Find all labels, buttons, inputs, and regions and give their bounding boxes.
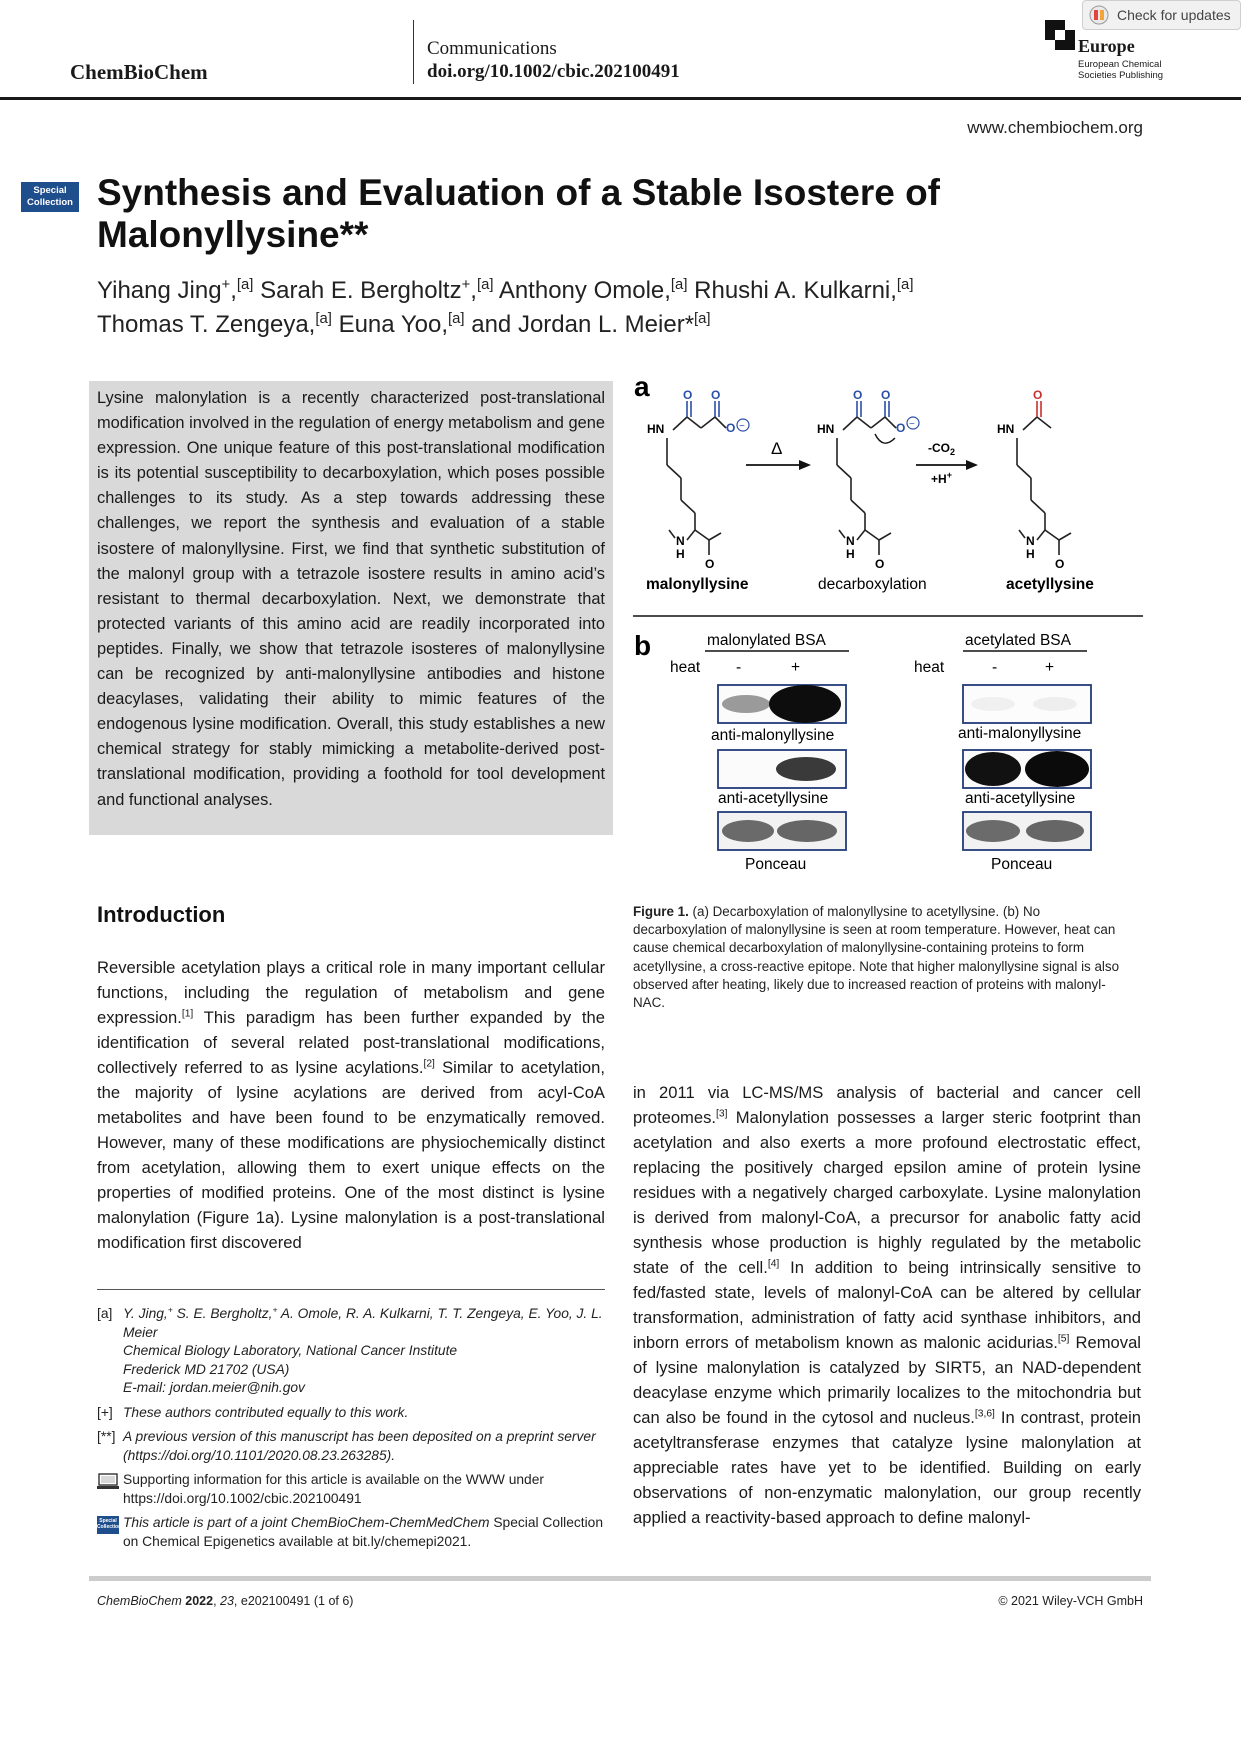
atom-label: O (881, 388, 891, 402)
blot-malonylated-ponceau (718, 812, 846, 850)
publisher-logo-icon (1045, 20, 1075, 50)
atom-label: O (896, 421, 906, 435)
article-title: Synthesis and Evaluation of a Stable Isostere of Malonyllysine** (97, 172, 940, 255)
malonyllysine-label: malonyllysine (646, 576, 749, 593)
author-name: Anthony Omole, (498, 277, 671, 304)
citation-link[interactable]: [3,6] (974, 1408, 995, 1420)
journal-name: ChemBioChem (70, 60, 208, 84)
abstract-box (89, 381, 613, 835)
atom-label: HN (817, 422, 835, 436)
footnote-special-collection (97, 1514, 609, 1551)
heat-label: heat (670, 659, 701, 676)
author-name: Sarah E. Bergholtz (260, 277, 462, 304)
footer-volume: 23 (220, 1594, 234, 1608)
footnote-text: This article is part of a joint ChemBioChem-ChemMedChem (123, 1515, 490, 1530)
author-name: Thomas T. Zengeya, (97, 311, 316, 338)
malonyllysine-structure (667, 401, 726, 555)
arrowhead-icon (966, 460, 978, 470)
journal-url[interactable]: www.chembiochem.org (967, 118, 1143, 137)
footnote-mark: [a] (97, 1306, 113, 1321)
anti-malonyllysine-label: anti-malonyllysine (711, 727, 835, 744)
malonylated-bsa-label: malonylated BSA (707, 632, 826, 649)
affiliation-mark: [a] (236, 277, 254, 293)
footnote-preprint (97, 1428, 609, 1465)
header-rule (0, 97, 1241, 100)
plus-label: + (1045, 659, 1055, 676)
author-name: Rhushi A. Kulkarni, (694, 277, 897, 304)
plus-label: + (791, 659, 801, 676)
figure-1 (631, 370, 1145, 870)
body-text: In contrast, protein acetyltransferase enzymes that catalyze lysine malonylation at appreciable rates have yet to be identified. Building on early observations of non-enzymatic malonylation, our group recently applied a reactivity-based approach to define malonyl- (633, 1408, 1141, 1527)
special-collection-mini-badge: Special Collection (97, 1516, 119, 1534)
equal-contribution-mark: + (221, 277, 231, 293)
footnotes (97, 1305, 609, 1557)
blot-acetylated-anti-malonyllysine (963, 685, 1091, 723)
atom-label: H (846, 547, 855, 561)
footer-citation: ChemBioChem 2022, 23, e202100491 (1 of 6) (97, 1594, 354, 1608)
collection-link[interactable]: Special Collection on Chemical Epigenetics available at bit.ly/chemepi2021. (123, 1515, 604, 1549)
publisher-subtitle: European Chemical Societies Publishing (1078, 59, 1164, 81)
footnote-rule (97, 1289, 605, 1290)
section-label: Communications (427, 38, 557, 59)
citation-link[interactable]: [2] (423, 1058, 435, 1070)
blot-malonylated-anti-acetyllysine (718, 750, 846, 788)
blot-acetylated-anti-acetyllysine (963, 750, 1091, 788)
anti-acetyllysine-label: anti-acetyllysine (718, 790, 829, 807)
footer-journal: ChemBioChem (97, 1594, 182, 1608)
body-column-right (633, 1080, 1141, 1530)
footnote-text: Y. Jing, (123, 1306, 168, 1321)
caption-label: Figure 1. (633, 904, 689, 919)
atom-label: O (1055, 557, 1065, 571)
co2-label: $-CO_2$ (928, 441, 956, 457)
footnote-text: These authors contributed equally to this work. (123, 1404, 409, 1420)
body-text: Malonylation possesses a larger steric footprint than acetylation and also exerts a more profound electrostatic effect, replacing the positively charged epsilon amine of protein lysine residues with a negatively charged carboxylate. Lysine malonylation is derived from malonyl-CoA, a precursor for anabolic fatty acid synthesis whose production is highly regulated by the metabolic state of the cell. (633, 1108, 1141, 1277)
atom-label: O (1033, 388, 1043, 402)
acetyllysine-label: acetyllysine (1006, 576, 1094, 593)
citation-link[interactable]: [3] (716, 1108, 728, 1120)
atom-label: O (726, 421, 736, 435)
author-name: and Jordan L. Meier* (471, 311, 695, 338)
footnote-text: S. E. Bergholtz, (172, 1306, 273, 1321)
atom-label: N (676, 534, 685, 548)
atom-label: H (1026, 547, 1035, 561)
body-column-left (97, 955, 605, 1255)
footnote-text: Frederick MD 21702 (USA) (123, 1361, 290, 1377)
affiliation-mark: [a] (315, 311, 332, 327)
footnote-mark: [**] (97, 1429, 116, 1444)
footnote-text: A. Omole, R. A. Kulkarni, T. T. Zengeya, E. Yoo, J. L. Meier (123, 1306, 603, 1340)
special-collection-badge (21, 182, 79, 212)
atom-label: O (875, 557, 885, 571)
atom-label: H (676, 547, 685, 561)
atom-label: O (853, 388, 863, 402)
author-list (97, 274, 997, 342)
separator: , (230, 277, 237, 304)
minus-label: - (992, 659, 998, 676)
doi-link[interactable]: doi.org/10.1002/cbic.202100491 (427, 61, 680, 82)
ponceau-label: Ponceau (991, 856, 1053, 870)
email-link[interactable]: E-mail: jordan.meier@nih.gov (123, 1380, 305, 1395)
footnote-supporting-info (97, 1471, 609, 1508)
anti-acetyllysine-label: anti-acetyllysine (965, 790, 1076, 807)
heat-label: heat (914, 659, 945, 676)
footnote-text: Chemical Biology Laboratory, National Cancer Institute (123, 1343, 458, 1358)
header-divider (413, 20, 414, 84)
decarboxylation-label: decarboxylation (818, 576, 927, 593)
check-updates-icon (1089, 5, 1109, 25)
caption-text: (a) Decarboxylation of malonyllysine to acetyllysine. (b) No decarboxylation of malonyllysine is seen at room temperature. However, heat can cause chemical decarboxylation of malonyllysine-containing proteins to form acetyllysine, a cross-reactive epitope. Note that higher malonyllysine signal is also observed after heating, likely due to increased reaction of proteins with malonyl-NAC. (633, 904, 1120, 1011)
equal-contribution-mark: + (272, 1304, 278, 1315)
charge-sign: − (909, 419, 915, 430)
author-name: Euna Yoo, (338, 311, 449, 338)
footnote-equal-contribution (97, 1404, 609, 1423)
equal-contribution-mark: + (167, 1304, 173, 1315)
separator: , (470, 277, 477, 304)
citation-link[interactable]: [1] (181, 1008, 194, 1020)
atom-label: HN (997, 422, 1015, 436)
body-text: Removal of lysine malonylation is catalyzed by SIRT5, an NAD-dependent deacylase enzyme which primarily localizes to the mitochondria but can also be found in the cytosol and nucleus. (633, 1333, 1141, 1427)
ponceau-label: Ponceau (745, 856, 807, 870)
atom-label: N (846, 534, 855, 548)
footnote-affiliation (97, 1305, 609, 1398)
check-updates-label: Check for updates (1117, 7, 1231, 23)
atom-label: O (705, 557, 715, 571)
figure-caption (633, 903, 1133, 1012)
affiliation-mark: [a] (896, 277, 914, 293)
supporting-info-link[interactable]: Supporting information for this article is available on the WWW under https://doi.org/10.1002/cbic.202100491 (123, 1472, 544, 1506)
affiliation-mark: [a] (670, 277, 688, 293)
citation-link[interactable]: [5] (1057, 1333, 1070, 1345)
panel-a-label: a (634, 371, 650, 402)
body-text: In addition to being intrinsically sensitive to fed/fasted state, levels of malonyl-CoA can be altered by cellular transformation, administration of fatty acid synthase inhibitors, and inborn errors of metabolism known as malonic acidurias. (633, 1258, 1141, 1352)
delta-label: Δ (771, 439, 783, 458)
decarboxylation-structure (837, 401, 896, 555)
arrowhead-icon (799, 460, 811, 470)
equal-contribution-mark: + (461, 277, 471, 293)
author-name: Yihang Jing (97, 277, 222, 304)
anti-malonyllysine-label: anti-malonyllysine (958, 725, 1082, 742)
blot-malonylated-anti-malonyllysine (718, 685, 846, 723)
footer-year: 2022 (185, 1594, 214, 1608)
body-text: in 2011 via LC-MS/MS analysis of bacterial and cancer cell proteomes. (633, 1083, 1141, 1127)
body-text: Reversible acetylation plays a critical role in many important cellular functions, including the regulation of metabolism and gene expression. (97, 958, 605, 1027)
atom-label: N (1026, 534, 1035, 548)
atom-label: O (683, 388, 693, 402)
footer-copyright: © 2021 Wiley-VCH GmbH (998, 1594, 1143, 1608)
footnote-text: A previous version of this manuscript has been deposited on a preprint server (https://doi.org/10.1101/2020.08.23.263285). (123, 1429, 596, 1463)
affiliation-mark: [a] (448, 311, 465, 327)
computer-icon (97, 1473, 119, 1491)
minus-label: - (736, 659, 742, 676)
affiliation-mark: [a] (476, 277, 494, 293)
badge-line-1: Special (33, 185, 67, 196)
section-heading: Introduction (97, 902, 226, 927)
badge-line-2: Collection (27, 197, 73, 208)
acetyllysine-structure (1017, 401, 1071, 555)
check-for-updates-button[interactable] (1082, 0, 1241, 30)
body-text: This paradigm has been further expanded by the identification of several related post-translational modifications, collectively referred to as lysine acylations. (97, 1008, 605, 1077)
panel-b-label: b (634, 630, 652, 661)
charge-sign: − (739, 421, 745, 432)
footer-rule (89, 1576, 1151, 1581)
footnote-mark: [+] (97, 1404, 113, 1420)
body-text: Similar to acetylation, the majority of lysine acylations are derived from acyl-CoA metabolites and have been found to be enzymatically removed. However, many of these modifications are physiochemically distinct from acetylation, allowing them to exert unique effects on the properties of modified proteins. One of the most distinct is lysine malonylation (Figure 1a). Lysine malonylation is a post-translational modification first discovered (97, 1058, 605, 1252)
acetylated-bsa-label: acetylated BSA (965, 632, 1071, 649)
blot-acetylated-ponceau (963, 812, 1091, 850)
citation-link[interactable]: [4] (767, 1258, 780, 1270)
proton-label: +H+ (931, 470, 952, 486)
affiliation-mark: [a] (694, 311, 711, 327)
atom-label: O (711, 388, 721, 402)
atom-label: HN (647, 422, 665, 436)
publisher-name: Europe (1078, 36, 1135, 56)
abstract-text: Lysine malonylation is a recently characterized post-translational modification involved in the regulation of energy metabolism and gene expression. One unique feature of this post-translational modification is its potential susceptibility to decarboxylation, which poses possible challenges to its study. As a step towards addressing these challenges, we report the synthesis and evaluation of a stable isostere of malonyllysine. First, we find that synthetic substitution of the malonyl group with a tetrazole isostere results in amino acid’s resistant to thermal decarboxylation. Next, we demonstrate that protected variants of this amino acid are readily incorporated into peptides. Finally, we show that tetrazole isosteres of malonyllysine can be recognized by anti-malonyllysine antibodies and histone deacylases, validating their ability to mimic features of the endogenous lysine modification. Overall, this study establishes a new chemical strategy for stably mimicking a metabolite-derived post-translational modification, providing a foothold for tool development and functional analyses. (97, 389, 605, 809)
footer-article: , e202100491 (1 of 6) (233, 1594, 354, 1608)
